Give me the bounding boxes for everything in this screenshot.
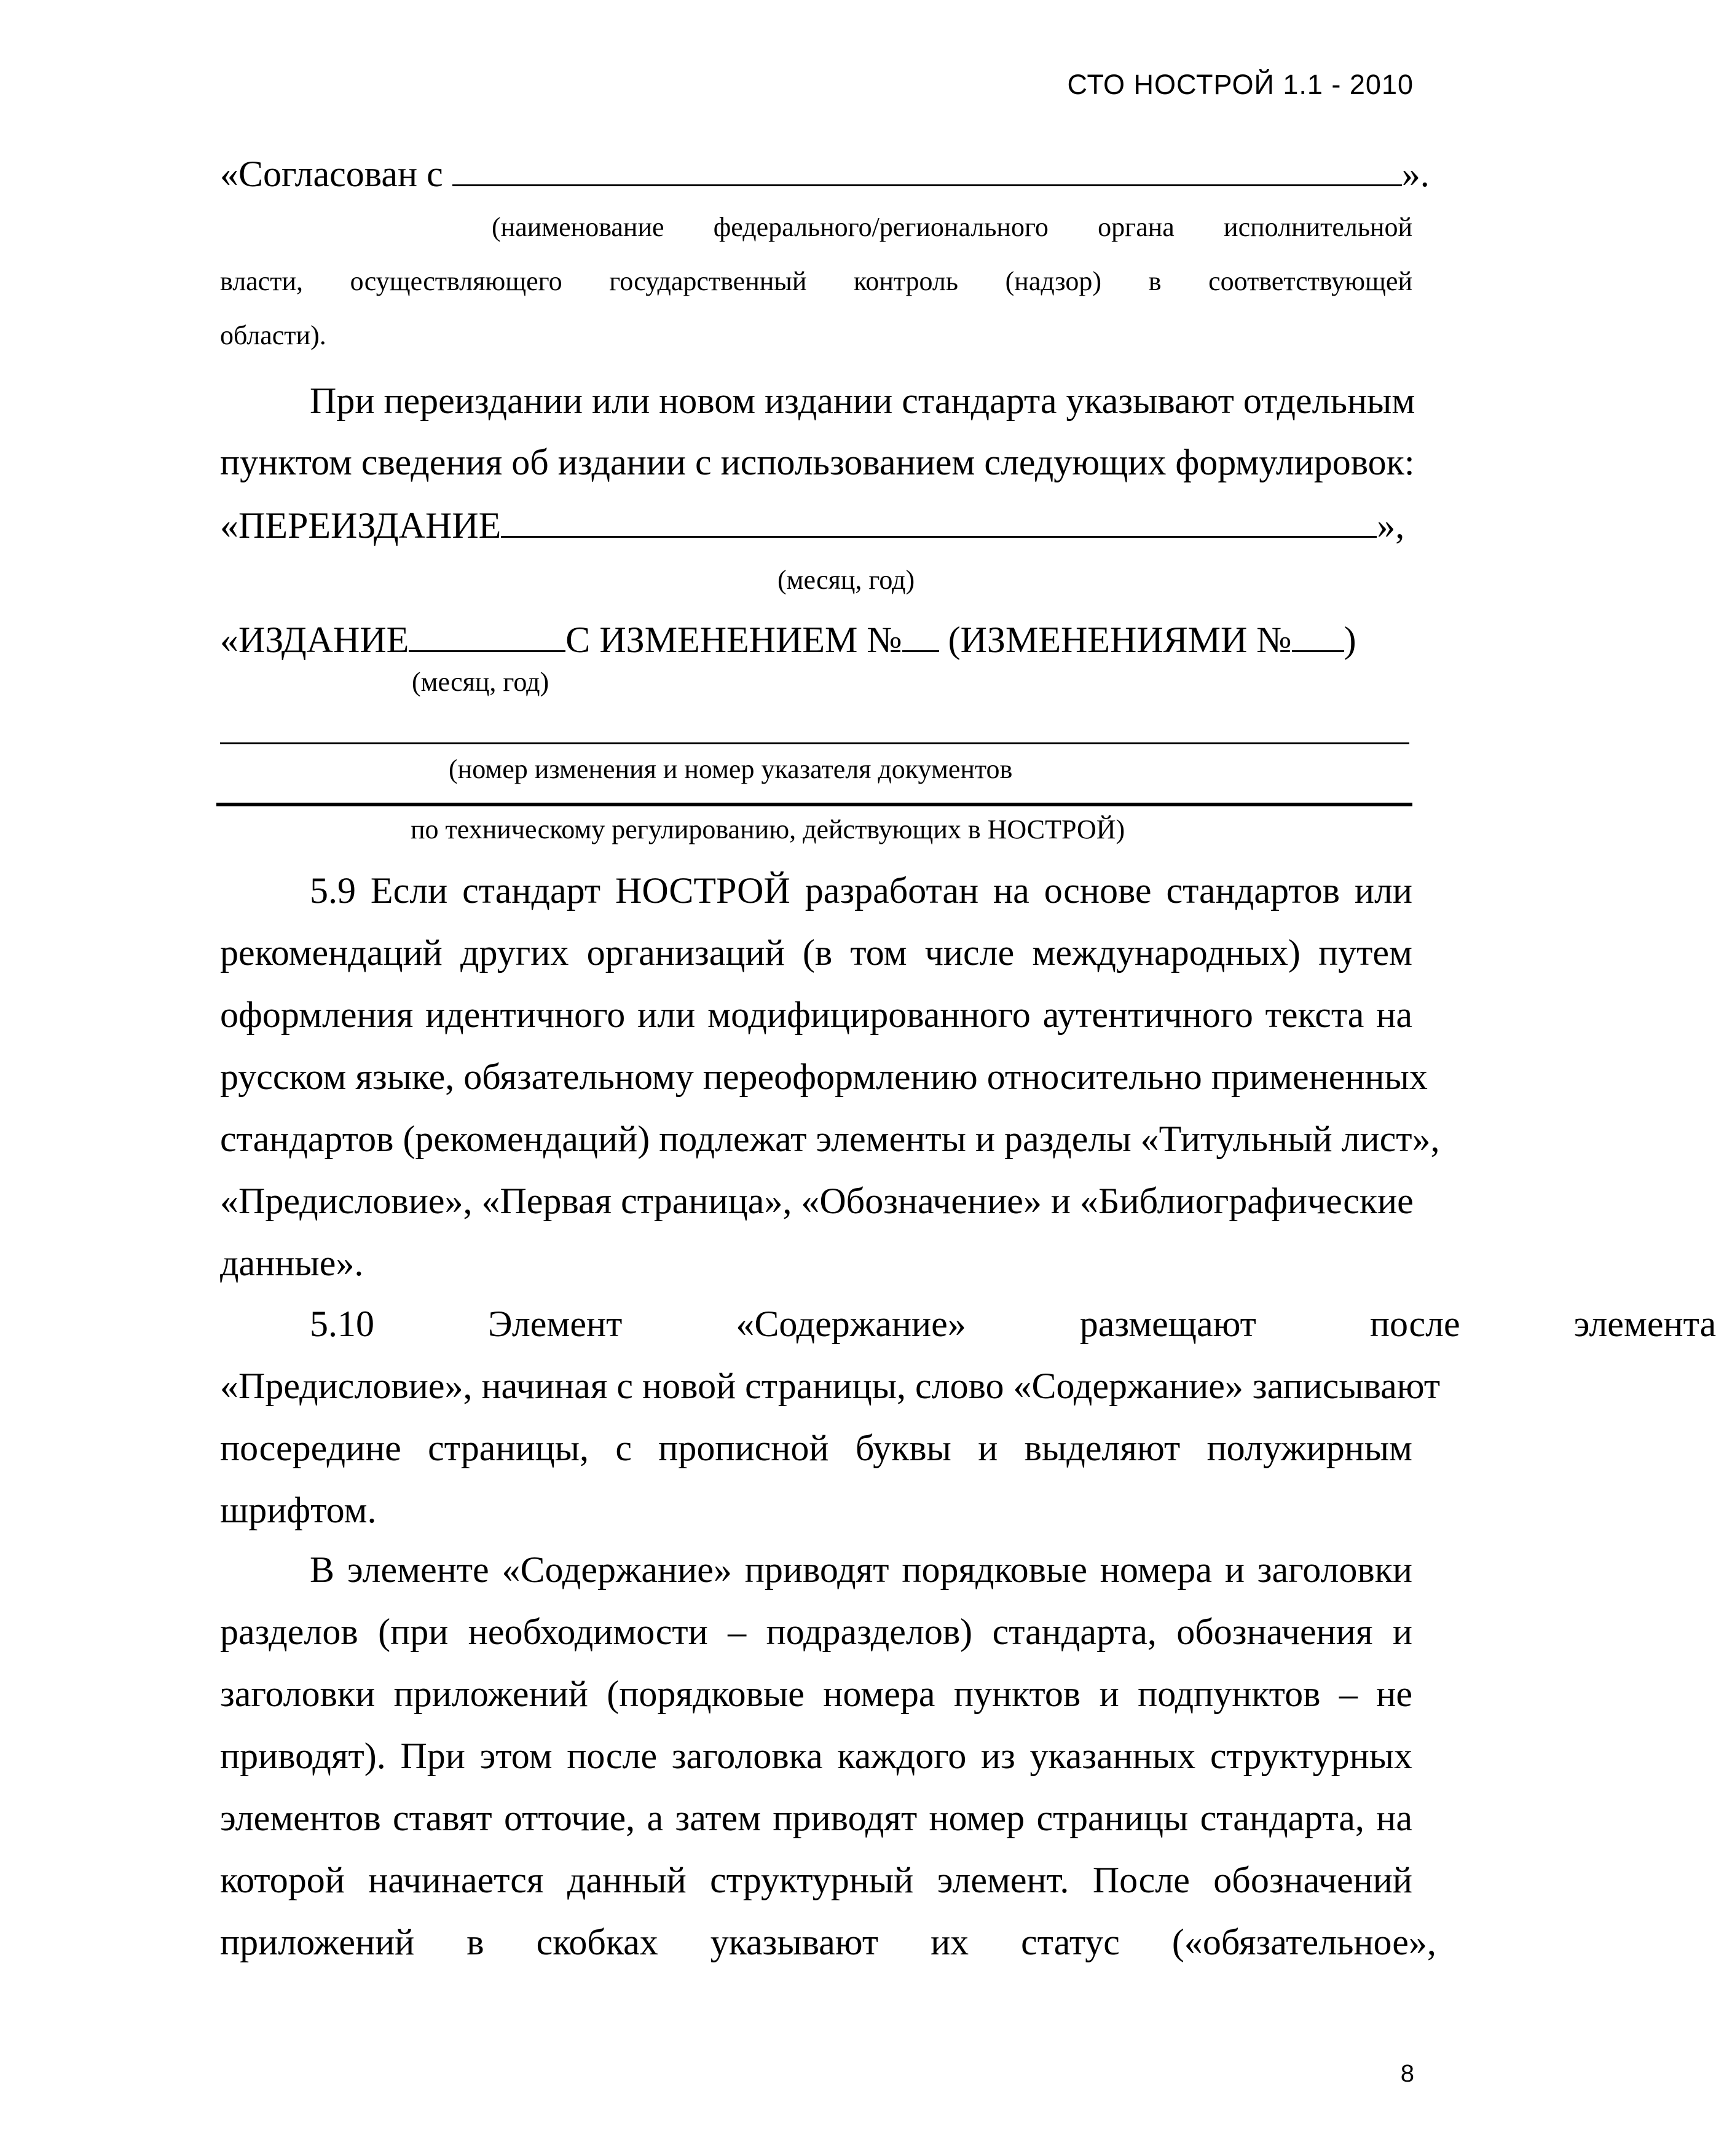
section-5-9-line-4: русском языке, обязательному переоформлению относительно примененных [220, 1056, 1428, 1097]
edition-changes-blank-line [220, 742, 1409, 744]
agreed-blank [452, 152, 1402, 186]
edition-note: (месяц, год) [412, 667, 549, 697]
agreed-note-line2: власти, осуществляющего государственный контроль (надзор) в соответствующей [220, 266, 1412, 296]
edition-line [220, 618, 1356, 658]
reissue-blank [501, 504, 1377, 538]
contents-para-line-5: элементов ставят отточие, а затем приводят номер страницы стандарта, на [220, 1798, 1412, 1838]
agreed-note-line3: области). [220, 320, 326, 350]
reissue-suffix: », [1377, 505, 1405, 546]
section-5-9-line-3: оформления идентичного или модифицированного аутентичного текста на [220, 994, 1412, 1035]
section-5-10-line-1: 5.10 Элемент «Содержание» размещают после элемента [310, 1304, 1716, 1344]
edition-middle: С ИЗМЕНЕНИЕМ № [565, 620, 902, 660]
contents-para-line-6: которой начинается данный структурный элемент. После обозначений [220, 1860, 1412, 1900]
contents-para-line-3: заголовки приложений (порядковые номера пунктов и подпунктов – не [220, 1674, 1412, 1714]
agreed-suffix: ». [1401, 154, 1430, 194]
reissue-intro-line2: пунктом сведения об издании с использованием следующих формулировок: [220, 442, 1415, 482]
edition-middle2: (ИЗМЕНЕНИЯМИ № [948, 620, 1292, 660]
agreed-prefix: «Согласован с [220, 154, 443, 194]
edition-suffix: ) [1344, 620, 1356, 660]
edition-blank-date [409, 618, 565, 652]
contents-para-line-4: приводят). При этом после заголовка каждого из указанных структурных [220, 1736, 1412, 1776]
edition-note-3: по техническому регулированию, действующих в НОСТРОЙ) [411, 814, 1125, 844]
edition-blank-number [902, 618, 939, 652]
document-code-header: СТО НОСТРОЙ 1.1 - 2010 [1067, 69, 1414, 100]
edition-prefix: «ИЗДАНИЕ [220, 620, 409, 660]
reissue-intro-line1: При переиздании или новом издании стандарта указывают отдельным [310, 380, 1415, 421]
section-5-9-line-2: рекомендаций других организаций (в том числе международных) путем [220, 932, 1412, 973]
page-number: 8 [1400, 2060, 1414, 2087]
reissue-line [220, 504, 1404, 544]
edition-note-2: (номер изменения и номер указателя документов [449, 754, 1013, 784]
contents-para-line-1: В элементе «Содержание» приводят порядковые номера и заголовки [310, 1549, 1412, 1590]
contents-para-line-7: приложений в скобках указывают их статус («обязательное», [220, 1922, 1436, 1962]
edition-blank-numbers [1292, 618, 1344, 652]
section-5-10-line-2: «Предисловие», начиная с новой страницы, слово «Содержание» записывают [220, 1366, 1441, 1406]
section-5-10-line-4: шрифтом. [220, 1490, 377, 1530]
section-5-10-line-3: посередине страницы, с прописной буквы и выделяют полужирным [220, 1428, 1412, 1468]
agreed-line [220, 152, 1430, 192]
section-5-9-line-7: данные». [220, 1243, 364, 1283]
contents-para-line-2: разделов (при необходимости – подразделов) стандарта, обозначения и [220, 1611, 1412, 1652]
section-5-9-line-6: «Предисловие», «Первая страница», «Обозначение» и «Библиографические [220, 1181, 1414, 1221]
agreed-note-line1: (наименование федерального/регионального органа исполнительной [492, 212, 1412, 242]
edition-divider [216, 803, 1412, 806]
reissue-prefix: «ПЕРЕИЗДАНИЕ [220, 505, 502, 546]
reissue-note: (месяц, год) [777, 565, 915, 595]
section-5-9-line-5: стандартов (рекомендаций) подлежат элементы и разделы «Титульный лист», [220, 1119, 1440, 1159]
section-5-9-line-1: 5.9 Если стандарт НОСТРОЙ разработан на основе стандартов или [310, 870, 1412, 911]
